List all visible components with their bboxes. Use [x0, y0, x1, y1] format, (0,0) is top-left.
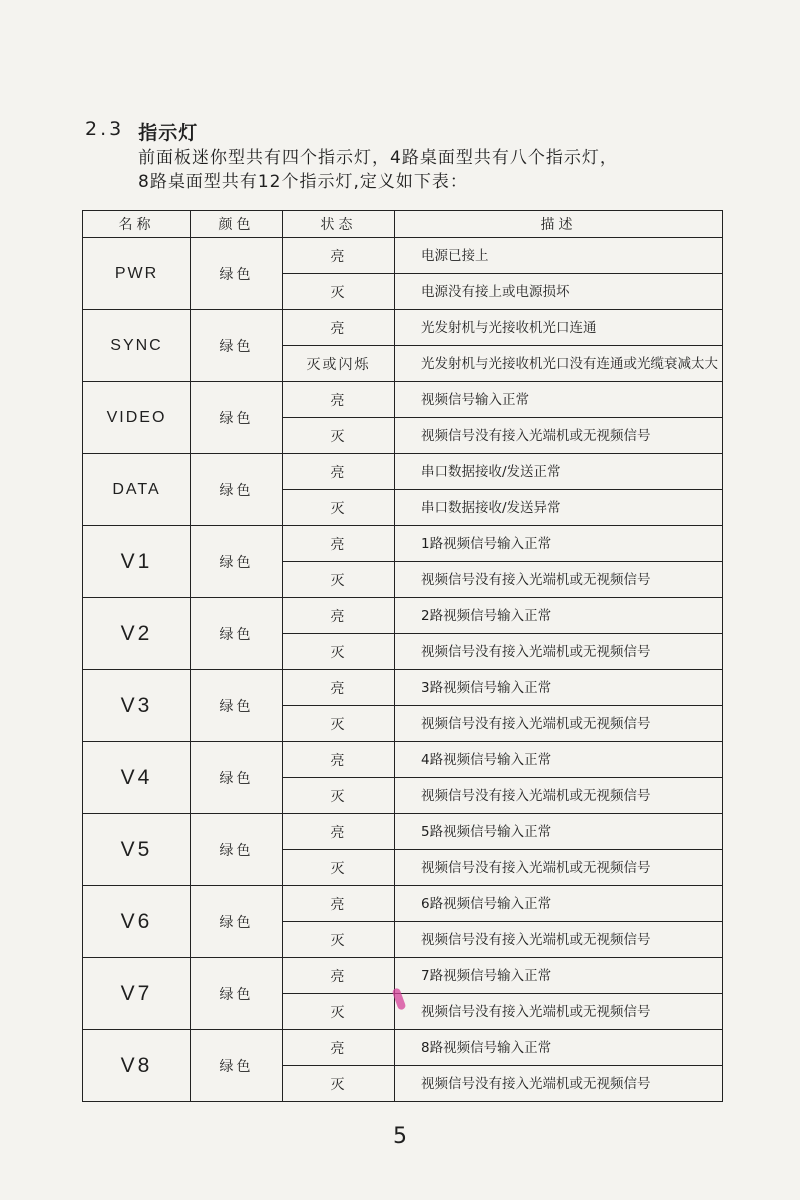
- indicator-state: 亮: [283, 310, 395, 346]
- table-row: [83, 814, 723, 850]
- indicator-color: 绿色: [191, 742, 283, 814]
- state-description: 6路视频信号输入正常: [395, 886, 723, 922]
- intro-line-2: 8路桌面型共有12个指示灯,定义如下表：: [138, 172, 468, 192]
- state-description: 视频信号没有接入光端机或无视频信号: [395, 634, 723, 670]
- indicator-color: 绿色: [191, 670, 283, 742]
- indicator-name: V5: [83, 814, 191, 886]
- state-description: 视频信号没有接入光端机或无视频信号: [395, 922, 723, 958]
- table-row: [83, 454, 723, 490]
- header-color: 颜色: [191, 211, 283, 238]
- indicator-color: 绿色: [191, 598, 283, 670]
- table-row: [83, 742, 723, 778]
- indicator-name: DATA: [83, 454, 191, 526]
- section-heading: [85, 118, 198, 145]
- indicator-state: 灭: [283, 634, 395, 670]
- state-description: 视频信号没有接入光端机或无视频信号: [395, 562, 723, 598]
- state-description: 视频信号没有接入光端机或无视频信号: [395, 706, 723, 742]
- intro-line-1: 前面板迷你型共有四个指示灯，4路桌面型共有八个指示灯，: [138, 148, 618, 168]
- header-description: 描述: [395, 211, 723, 238]
- indicator-state: 灭: [283, 850, 395, 886]
- state-description: 视频信号没有接入光端机或无视频信号: [395, 778, 723, 814]
- indicator-state: 灭: [283, 922, 395, 958]
- table-row: [83, 310, 723, 346]
- indicator-name: VIDEO: [83, 382, 191, 454]
- indicator-name: V6: [83, 886, 191, 958]
- state-description: 1路视频信号输入正常: [395, 526, 723, 562]
- section-number: 2.3: [85, 118, 125, 140]
- indicator-state: 亮: [283, 886, 395, 922]
- state-description: 电源已接上: [395, 238, 723, 274]
- indicator-state: 灭: [283, 1066, 395, 1102]
- indicator-state: 灭或闪烁: [283, 346, 395, 382]
- table-row: [83, 1030, 723, 1066]
- indicator-state: 亮: [283, 1030, 395, 1066]
- indicator-name: V2: [83, 598, 191, 670]
- state-description: 视频信号输入正常: [395, 382, 723, 418]
- state-description: 3路视频信号输入正常: [395, 670, 723, 706]
- state-description: 视频信号没有接入光端机或无视频信号: [395, 994, 723, 1030]
- page-number: 5: [393, 1124, 407, 1149]
- indicator-state: 亮: [283, 238, 395, 274]
- state-description: 串口数据接收/发送异常: [395, 490, 723, 526]
- table-row: [83, 382, 723, 418]
- table-body: [83, 238, 723, 1102]
- indicator-color: 绿色: [191, 310, 283, 382]
- indicator-name: V8: [83, 1030, 191, 1102]
- state-description: 5路视频信号输入正常: [395, 814, 723, 850]
- indicator-state: 亮: [283, 526, 395, 562]
- state-description: 视频信号没有接入光端机或无视频信号: [395, 418, 723, 454]
- indicator-name: V1: [83, 526, 191, 598]
- intro-paragraph: [138, 146, 738, 194]
- state-description: 视频信号没有接入光端机或无视频信号: [395, 1066, 723, 1102]
- state-description: 7路视频信号输入正常: [395, 958, 723, 994]
- header-name: 名称: [83, 211, 191, 238]
- indicator-state: 亮: [283, 958, 395, 994]
- indicator-state: 亮: [283, 814, 395, 850]
- indicator-state: 灭: [283, 418, 395, 454]
- indicator-state: 亮: [283, 382, 395, 418]
- indicator-color: 绿色: [191, 382, 283, 454]
- indicator-state: 亮: [283, 742, 395, 778]
- indicator-table: [82, 210, 723, 1102]
- indicator-color: 绿色: [191, 526, 283, 598]
- state-description: 8路视频信号输入正常: [395, 1030, 723, 1066]
- indicator-state: 亮: [283, 454, 395, 490]
- indicator-state: 亮: [283, 670, 395, 706]
- indicator-state: 灭: [283, 994, 395, 1030]
- indicator-color: 绿色: [191, 886, 283, 958]
- indicator-color: 绿色: [191, 454, 283, 526]
- section-title: 指示灯: [138, 122, 199, 144]
- indicator-name: V7: [83, 958, 191, 1030]
- table-row: [83, 886, 723, 922]
- table-row: [83, 958, 723, 994]
- state-description: 2路视频信号输入正常: [395, 598, 723, 634]
- state-description: 视频信号没有接入光端机或无视频信号: [395, 850, 723, 886]
- state-description: 电源没有接上或电源损坏: [395, 274, 723, 310]
- state-description: 4路视频信号输入正常: [395, 742, 723, 778]
- table-row: [83, 598, 723, 634]
- table-row: [83, 238, 723, 274]
- state-description: 光发射机与光接收机光口连通: [395, 310, 723, 346]
- indicator-name: V3: [83, 670, 191, 742]
- indicator-color: 绿色: [191, 1030, 283, 1102]
- header-state: 状态: [283, 211, 395, 238]
- indicator-state: 灭: [283, 562, 395, 598]
- indicator-state: 灭: [283, 274, 395, 310]
- state-description: 光发射机与光接收机光口没有连通或光缆衰减太大: [395, 346, 723, 382]
- indicator-color: 绿色: [191, 238, 283, 310]
- indicator-state: 灭: [283, 706, 395, 742]
- indicator-state: 灭: [283, 778, 395, 814]
- indicator-color: 绿色: [191, 814, 283, 886]
- indicator-state: 灭: [283, 490, 395, 526]
- table-header-row: [83, 211, 723, 238]
- indicator-state: 亮: [283, 598, 395, 634]
- state-description: 串口数据接收/发送正常: [395, 454, 723, 490]
- indicator-name: SYNC: [83, 310, 191, 382]
- indicator-color: 绿色: [191, 958, 283, 1030]
- table-row: [83, 526, 723, 562]
- indicator-name: V4: [83, 742, 191, 814]
- table-row: [83, 670, 723, 706]
- indicator-name: PWR: [83, 238, 191, 310]
